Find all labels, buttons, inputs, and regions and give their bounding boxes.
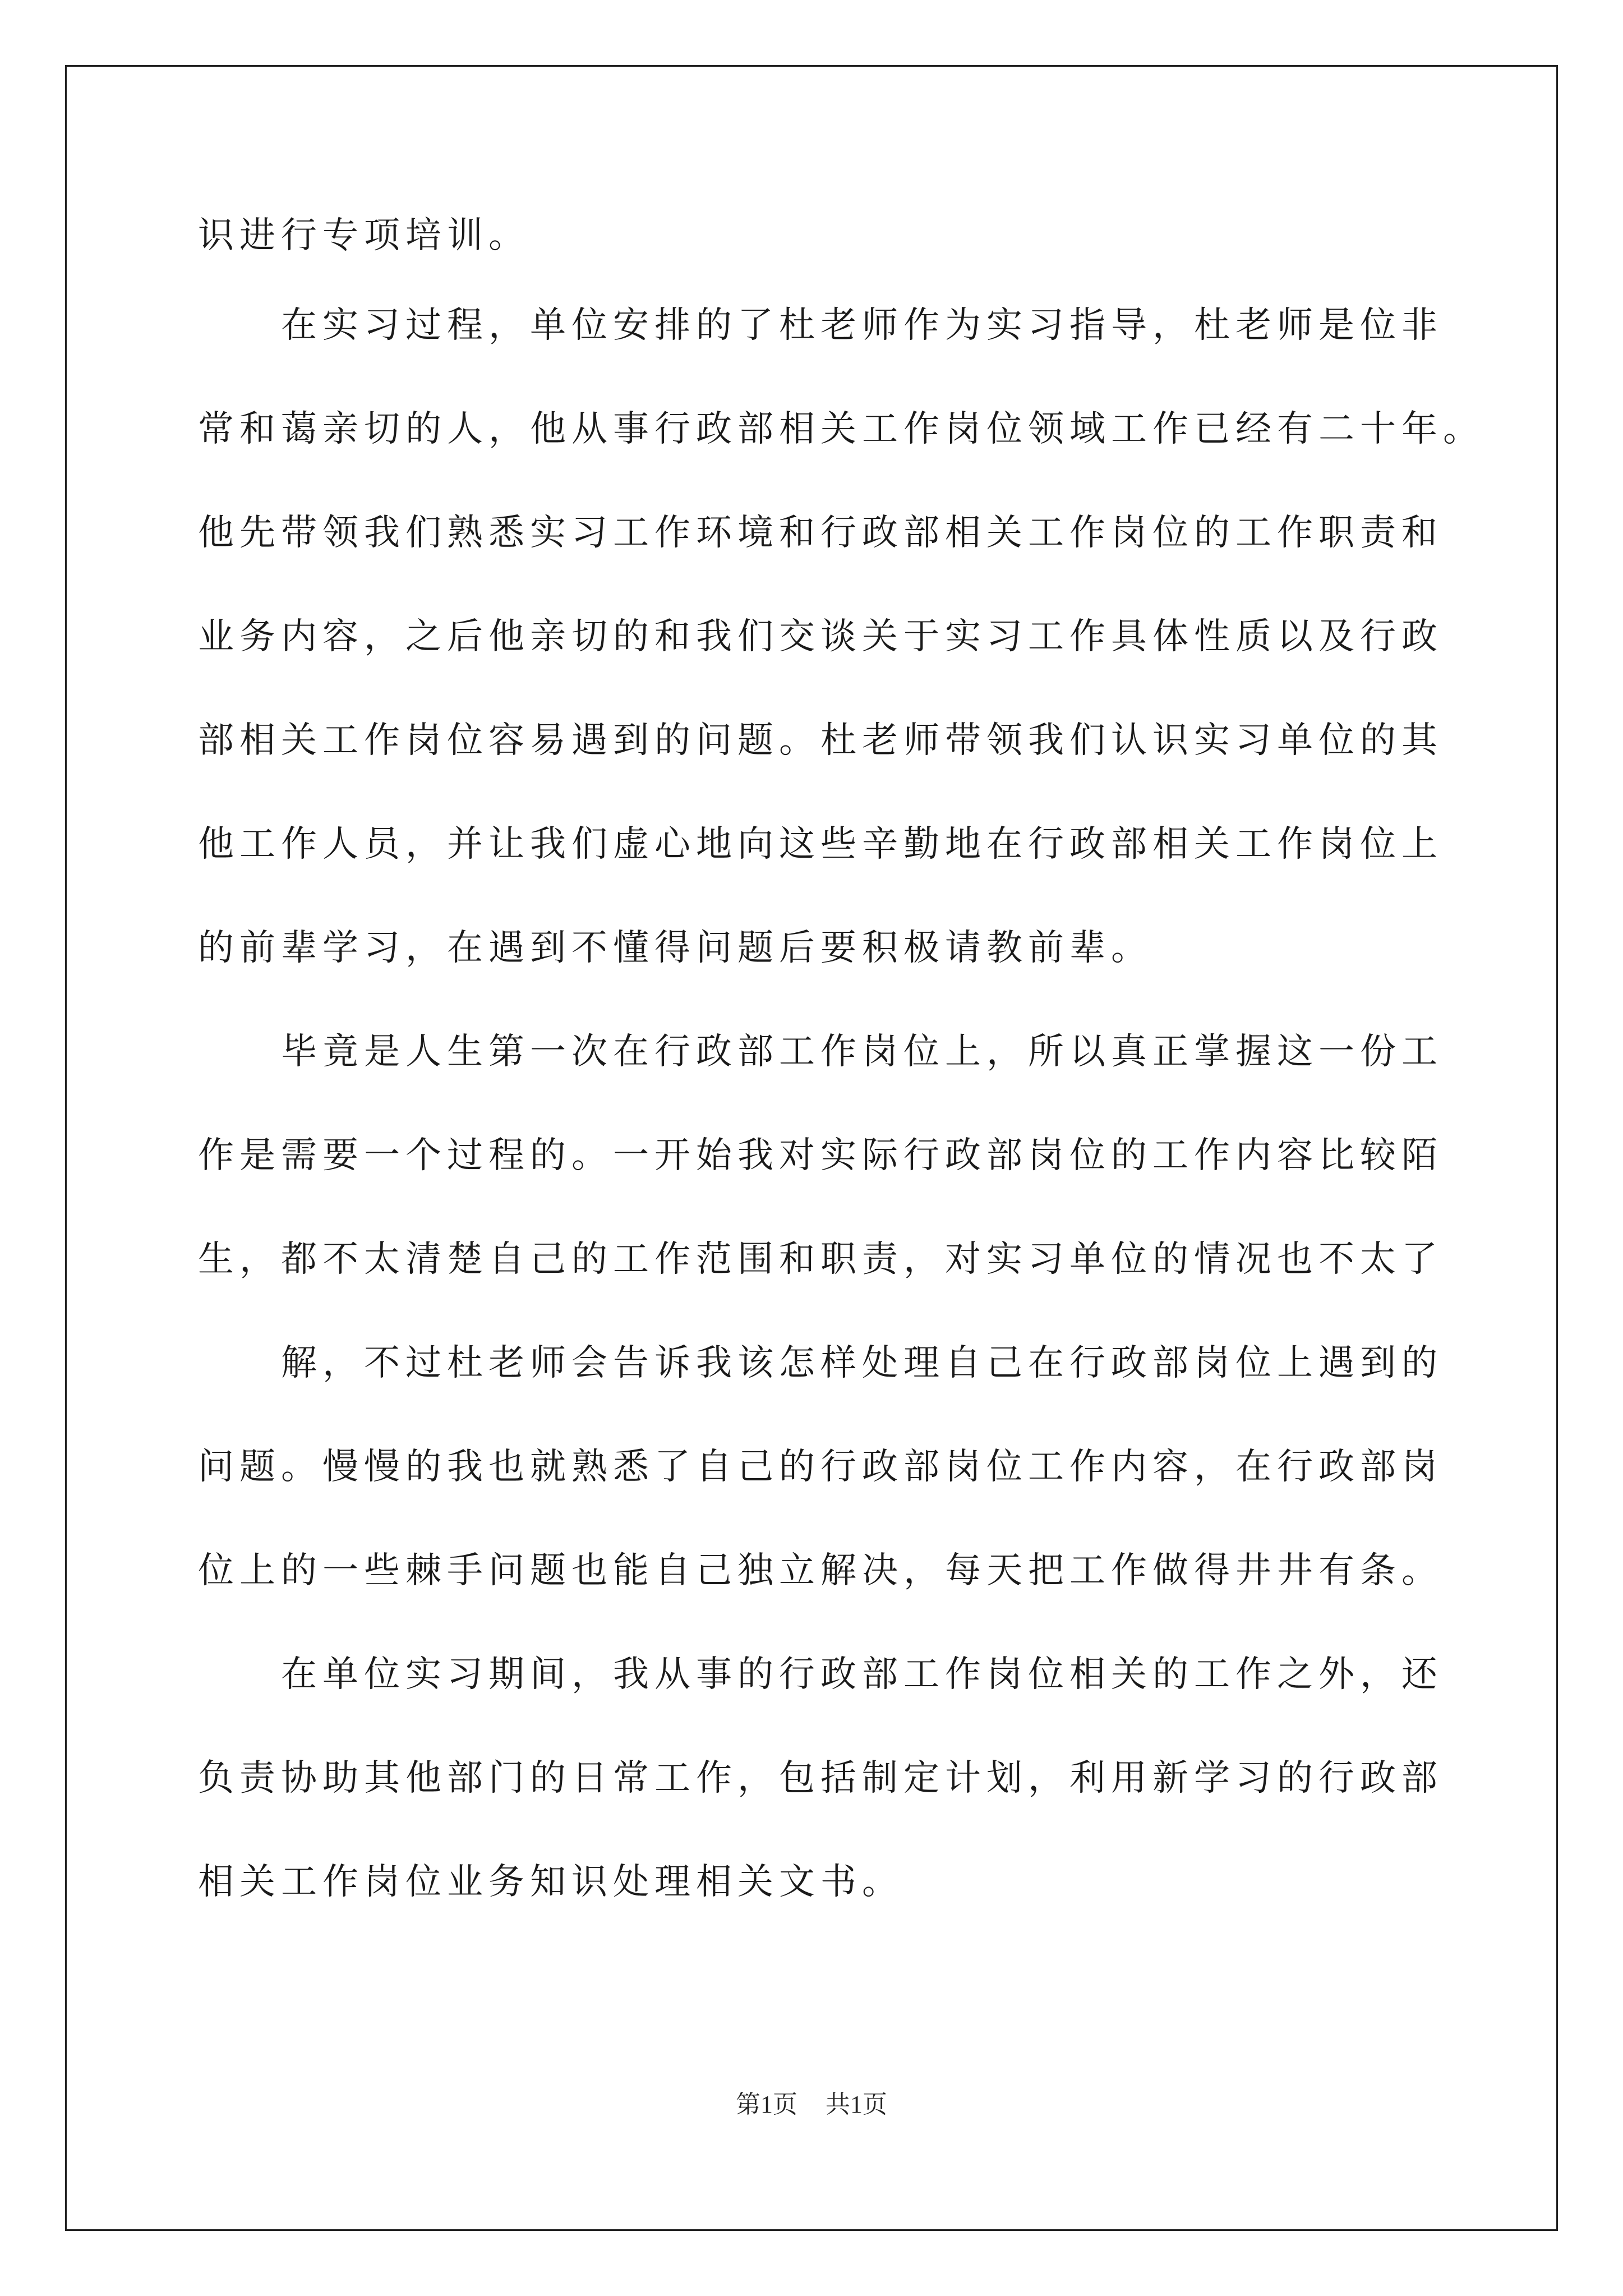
text-line: 部相关工作岗位容易遇到的问题。杜老师带领我们认识实习单位的其 xyxy=(198,720,1443,761)
text-line: 生，都不太清楚自己的工作范围和职责，对实习单位的情况也不太了 xyxy=(198,1239,1443,1280)
text-line: 识进行专项培训。 xyxy=(198,215,530,256)
page-number: 第1页 xyxy=(736,2091,797,2118)
text-line: 解，不过杜老师会告诉我该怎样处理自己在行政部岗位上遇到的 xyxy=(281,1342,1443,1384)
text-line: 在实习过程，单位安排的了杜老师作为实习指导，杜老师是位非 xyxy=(281,305,1443,346)
text-line: 作是需要一个过程的。一开始我对实际行政部岗位的工作内容比较陌 xyxy=(198,1135,1443,1176)
text-line: 业务内容，之后他亲切的和我们交谈关于实习工作具体性质以及行政 xyxy=(198,616,1443,657)
text-line: 负责协助其他部门的日常工作，包括制定计划，利用新学习的行政部 xyxy=(198,1757,1443,1799)
text-line: 相关工作岗位业务知识处理相关文书。 xyxy=(198,1861,903,1903)
text-line: 问题。慢慢的我也就熟悉了自己的行政部岗位工作内容，在行政部岗 xyxy=(198,1446,1443,1488)
page-footer xyxy=(0,2084,1623,2120)
text-line: 位上的一些棘手问题也能自己独立解决，每天把工作做得井井有条。 xyxy=(198,1550,1443,1591)
text-line: 在单位实习期间，我从事的行政部工作岗位相关的工作之外，还 xyxy=(281,1654,1443,1695)
text-line: 他工作人员，并让我们虚心地向这些辛勤地在行政部相关工作岗位上 xyxy=(198,823,1443,865)
page-total: 共1页 xyxy=(826,2091,887,2118)
text-line: 毕竟是人生第一次在行政部工作岗位上，所以真正掌握这一份工 xyxy=(281,1031,1443,1073)
text-line: 的前辈学习，在遇到不懂得问题后要积极请教前辈。 xyxy=(198,927,1152,969)
text-line: 他先带领我们熟悉实习工作环境和行政部相关工作岗位的工作职责和 xyxy=(198,512,1443,554)
text-line: 常和蔼亲切的人，他从事行政部相关工作岗位领域工作已经有二十年。 xyxy=(198,408,1484,450)
